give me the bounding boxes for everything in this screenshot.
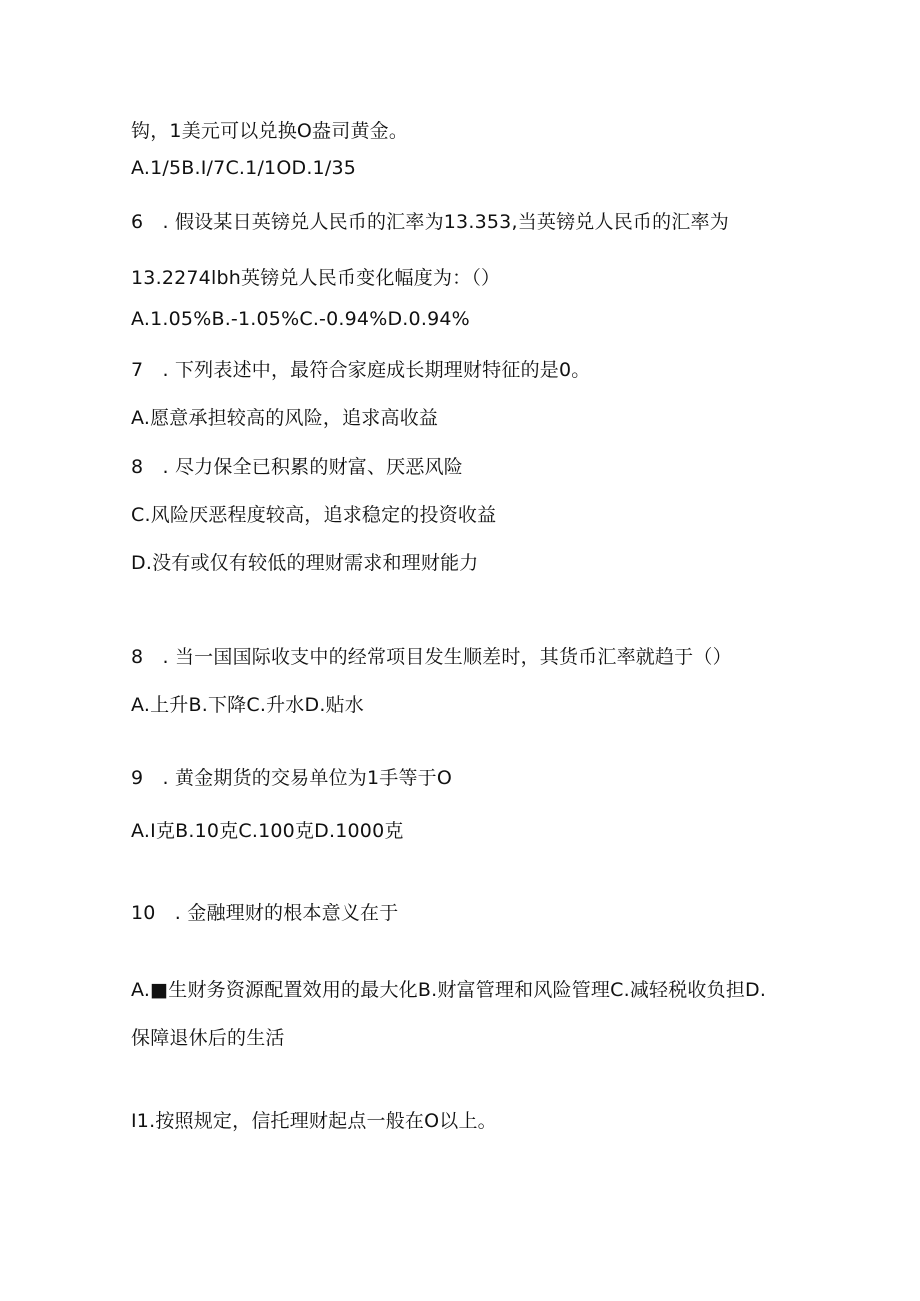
text-line-15: 10 . 金融理财的根本意义在于 [131, 902, 399, 924]
text-line-10: D.没有或仅有较低的理财需求和理财能力 [131, 552, 479, 574]
text-line-4: 13.2274lbh英镑兑人民币变化幅度为：（） [131, 267, 501, 289]
text-line-8: 8 . 尽力保全已积累的财富、厌恶风险 [131, 456, 463, 478]
text-line-11: 8 . 当一国国际收支中的经常项目发生顺差时，其货币汇率就趋于（） [131, 646, 732, 668]
text-line-18: I1.按照规定，信托理财起点一般在O以上。 [131, 1110, 497, 1132]
text-line-2: A.1/5B.I/7C.1/1OD.1/35 [131, 157, 357, 179]
text-line-16: A.■生财务资源配置效用的最大化B.财富管理和风险管理C.减轻税收负担D. [131, 979, 767, 1001]
text-line-13: 9 . 黄金期货的交易单位为1手等于O [131, 767, 453, 789]
text-line-3: 6 . 假设某日英镑兑人民币的汇率为13.353,当英镑兑人民币的汇率为 [131, 211, 729, 233]
text-line-1: 钩，1美元可以兑换O盎司黄金。 [131, 120, 409, 142]
text-line-5: A.1.05%B.-1.05%C.-0.94%D.0.94% [131, 308, 470, 330]
text-line-6: 7 . 下列表述中，最符合家庭成长期理财特征的是0。 [131, 359, 591, 381]
text-line-7: A.愿意承担较高的风险，追求高收益 [131, 407, 439, 429]
text-line-12: A.上升B.下降C.升水D.贴水 [131, 694, 364, 716]
text-line-9: C.风险厌恶程度较高，追求稳定的投资收益 [131, 504, 497, 526]
text-line-17: 保障退休后的生活 [131, 1027, 285, 1049]
text-line-14: A.I克B.10克C.100克D.1000克 [131, 820, 404, 842]
